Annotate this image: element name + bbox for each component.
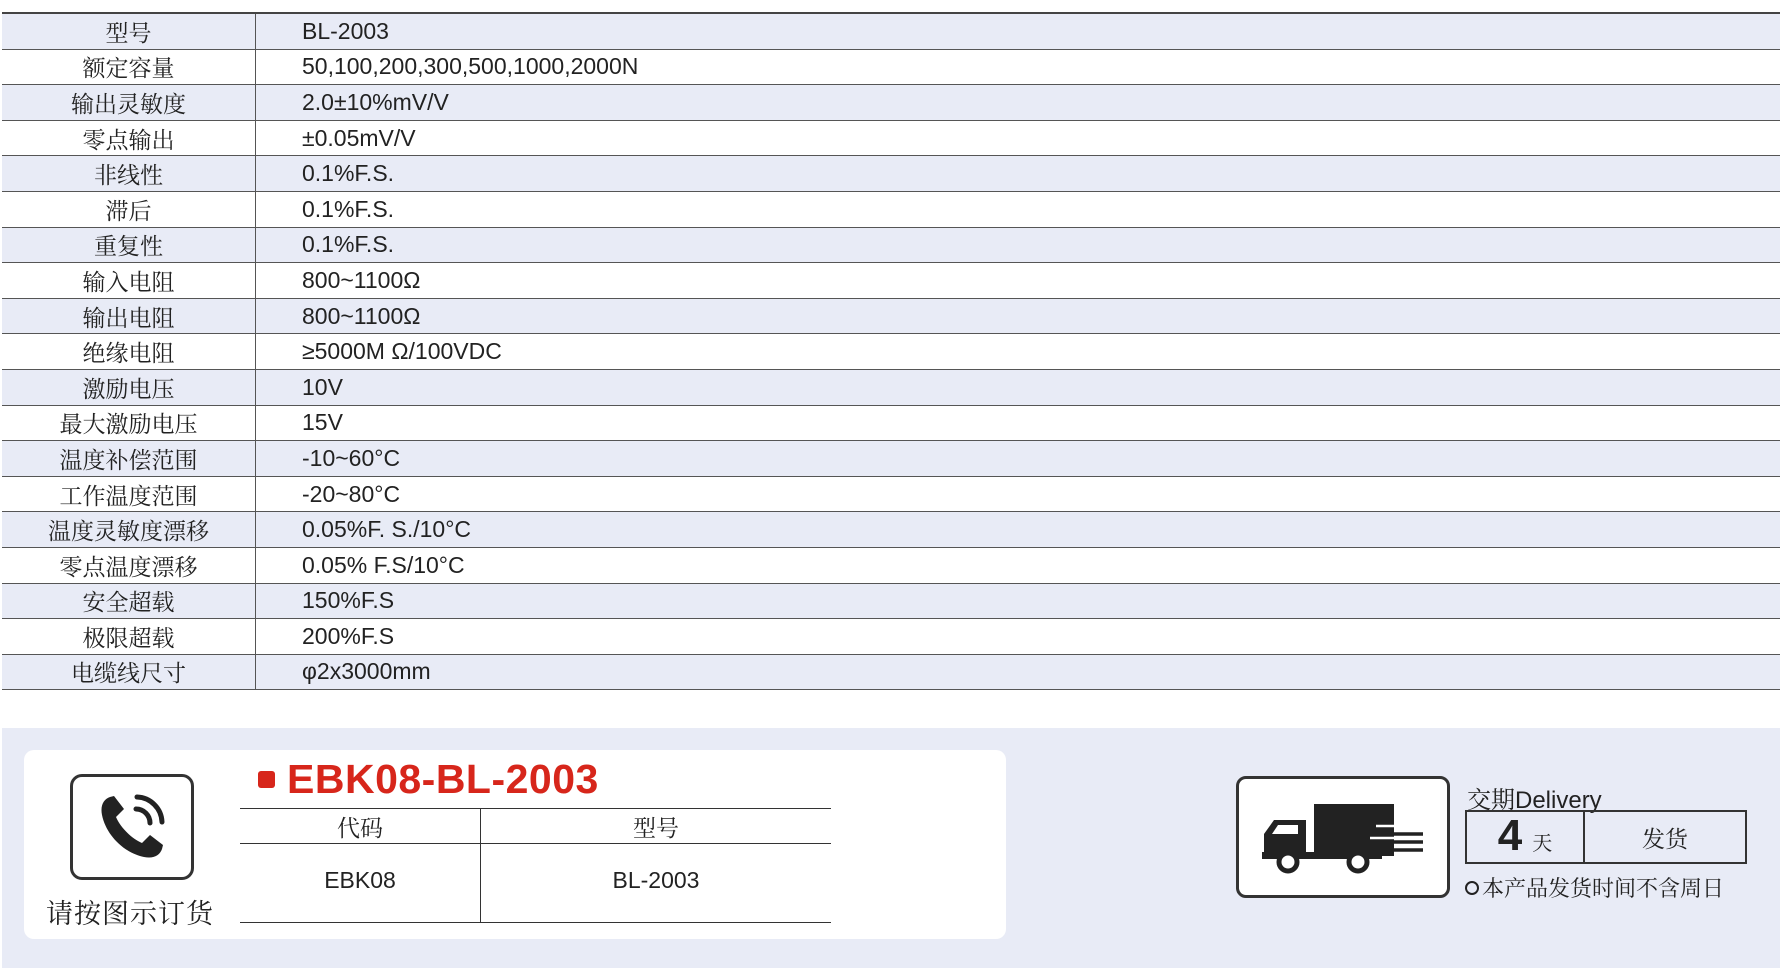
spec-row xyxy=(2,370,1780,406)
header-model: 型号 xyxy=(633,814,679,841)
spec-value: 0.1%F.S. xyxy=(302,195,395,222)
spec-row xyxy=(2,50,1780,86)
spec-value: ±0.05mV/V xyxy=(302,124,416,151)
spec-value: 150%F.S xyxy=(302,587,395,614)
spec-row xyxy=(2,228,1780,264)
delivery-days-number: 4 xyxy=(1497,811,1523,860)
spec-value: -10~60°C xyxy=(302,444,401,471)
delivery-action: 发货 xyxy=(1642,825,1688,852)
bullet-square-icon xyxy=(258,771,275,788)
spec-value: 800~1100Ω xyxy=(302,266,421,293)
spec-value: φ2x3000mm xyxy=(302,658,431,685)
delivery-days xyxy=(1467,812,1585,862)
spec-row xyxy=(2,263,1780,299)
delivery-note-text: 本产品发货时间不含周日 xyxy=(1482,876,1725,901)
spec-label: 温度补偿范围 xyxy=(2,441,256,476)
spec-row xyxy=(2,619,1780,655)
spec-label: 最大激励电压 xyxy=(2,406,256,441)
cell-code: EBK08 xyxy=(240,844,481,922)
spec-label: 型号 xyxy=(2,14,256,49)
spec-row xyxy=(2,156,1780,192)
truck-icon xyxy=(1236,776,1450,898)
code-table-row xyxy=(240,844,831,923)
spec-label: 输出电阻 xyxy=(2,299,256,334)
order-note: 请按图示订货 xyxy=(46,899,214,929)
delivery-label: 交期Delivery xyxy=(1467,787,1602,814)
spec-label: 电缆线尺寸 xyxy=(2,655,256,690)
model-code-heading xyxy=(258,756,599,803)
spec-label: 额定容量 xyxy=(2,50,256,85)
spec-label: 零点输出 xyxy=(2,121,256,156)
spec-row xyxy=(2,14,1780,50)
spec-label: 零点温度漂移 xyxy=(2,548,256,583)
spec-label: 滞后 xyxy=(2,192,256,227)
spec-value: 15V xyxy=(302,409,343,436)
spec-value: 800~1100Ω xyxy=(302,302,421,329)
spec-label: 安全超载 xyxy=(2,584,256,619)
spec-label: 绝缘电阻 xyxy=(2,334,256,369)
spec-label: 重复性 xyxy=(2,228,256,263)
spec-row xyxy=(2,192,1780,228)
spec-label: 输入电阻 xyxy=(2,263,256,298)
spec-value: ≥5000M Ω/100VDC xyxy=(302,338,502,365)
spec-row xyxy=(2,584,1780,620)
code-table xyxy=(240,808,831,923)
spec-label: 输出灵敏度 xyxy=(2,85,256,120)
spec-row xyxy=(2,299,1780,335)
spec-value: 0.1%F.S. xyxy=(302,231,395,258)
spec-value: 2.0±10%mV/V xyxy=(302,88,449,115)
spec-value: 10V xyxy=(302,373,343,400)
delivery-box xyxy=(1465,810,1747,864)
spec-value: 50,100,200,300,500,1000,2000N xyxy=(302,53,639,80)
spec-label: 温度灵敏度漂移 xyxy=(2,512,256,547)
spec-label: 激励电压 xyxy=(2,370,256,405)
spec-value: -20~80°C xyxy=(302,480,401,507)
header-code: 代码 xyxy=(240,809,481,843)
order-card xyxy=(24,750,1006,939)
spec-value: BL-2003 xyxy=(302,17,389,44)
delivery-days-unit: 天 xyxy=(1532,833,1553,855)
spec-row xyxy=(2,512,1780,548)
code-table-header xyxy=(240,808,831,844)
spec-value: 0.05%F. S./10°C xyxy=(302,516,472,543)
spec-label: 极限超载 xyxy=(2,619,256,654)
spec-label: 非线性 xyxy=(2,156,256,191)
spec-label: 工作温度范围 xyxy=(2,477,256,512)
spec-table xyxy=(2,12,1780,690)
spec-row xyxy=(2,334,1780,370)
spec-row xyxy=(2,85,1780,121)
spec-row xyxy=(2,477,1780,513)
spec-value: 0.1%F.S. xyxy=(302,160,395,187)
cell-model: BL-2003 xyxy=(612,866,700,893)
spec-value: 0.05% F.S/10°C xyxy=(302,551,465,578)
spec-value: 200%F.S xyxy=(302,622,395,649)
spec-row xyxy=(2,121,1780,157)
model-code: EBK08-BL-2003 xyxy=(287,756,599,802)
spec-row xyxy=(2,441,1780,477)
delivery-note xyxy=(1465,872,1724,903)
order-panel xyxy=(2,728,1780,968)
phone-icon xyxy=(70,774,194,880)
circle-bullet-icon xyxy=(1465,881,1479,895)
spec-row xyxy=(2,406,1780,442)
spec-row xyxy=(2,548,1780,584)
spec-row xyxy=(2,655,1780,691)
